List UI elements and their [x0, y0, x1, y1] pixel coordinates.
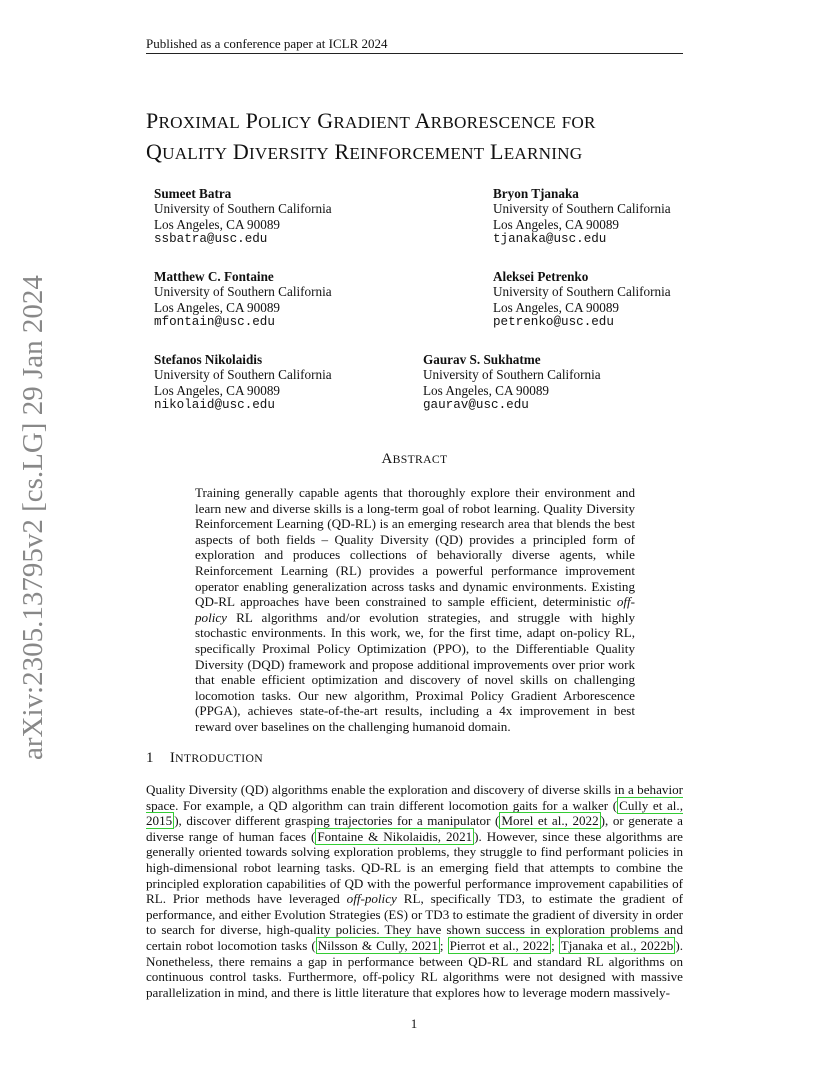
- page-number: 1: [410, 1016, 418, 1031]
- title-line-1: PROXIMAL POLICY GRADIENT ARBORESCENCE FOR: [146, 108, 596, 133]
- author-block: [154, 186, 332, 247]
- body-text-run: ;: [551, 937, 559, 953]
- abstract-part: Training generally capable agents that thoroughly explore their environment and learn new and diverse skills is a long-term goal of robot learning. Quality Diversity Reinforcement Learning (QD-RL) is an emerging research area that blends the best aspects of both fields – Quality Diversity (QD) provides a principled form of exploration and produces collections of behaviorally diverse agents, while Reinforcement Learning (RL) provides a powerful performance improvement operator enabling generalization across tasks and dynamic environments. Existing QD-RL approaches have been constrained to sample efficient, deterministic: [195, 485, 635, 610]
- author-block: [154, 269, 332, 330]
- author-name: Stefanos Nikolaidis: [154, 352, 263, 367]
- author-name: Gaurav S. Sukhatme: [423, 352, 541, 367]
- header-rule: [146, 53, 683, 54]
- author-email[interactable]: petrenko@usc.edu: [493, 314, 614, 329]
- arxiv-stamp: arXiv:2305.13795v2 [cs.LG] 29 Jan 2024: [17, 275, 49, 760]
- author-affiliation: University of Southern California: [493, 201, 671, 217]
- author-affiliation: University of Southern California: [154, 201, 332, 217]
- author-block: [493, 269, 671, 330]
- author-location: Los Angeles, CA 90089: [493, 216, 620, 232]
- author-location: Los Angeles, CA 90089: [423, 382, 550, 398]
- body-text-run: Quality Diversity (QD) algorithms enable the exploration and discovery of diverse skills in a behavior space. For example, a QD algorithm can train different locomotion gaits for a walker (: [146, 782, 683, 813]
- citation-link[interactable]: Tjanaka et al., 2022b: [560, 937, 674, 953]
- body-text-run: RL, specifically TD3, to estimate the gradient of performance, and either Evolution Strategies (ES) or TD3 to estimate the gradient of diversity in order to search for diverse, high-quality policies. They have shown success in exploration problems and certain robot locomotion tasks (: [146, 891, 683, 953]
- body-text-run: ), discover different grasping trajectories for a manipulator (: [174, 813, 500, 829]
- section-title: INTRODUCTION: [169, 750, 263, 766]
- title-line-2: QUALITY DIVERSITY REINFORCEMENT LEARNING: [146, 139, 583, 164]
- body-text-run: ;: [439, 937, 448, 953]
- section-number: 1: [146, 750, 154, 766]
- author-affiliation: University of Southern California: [154, 284, 332, 300]
- author-affiliation: University of Southern California: [423, 367, 601, 383]
- author-block: [493, 186, 671, 247]
- section-heading: [146, 750, 263, 767]
- author-email[interactable]: nikolaid@usc.edu: [154, 397, 275, 412]
- author-block: [154, 352, 332, 413]
- author-name: Bryon Tjanaka: [493, 186, 579, 201]
- citation-link[interactable]: Cully et al., 2015: [146, 797, 683, 829]
- citation-link[interactable]: Pierrot et al., 2022: [449, 937, 550, 953]
- author-location: Los Angeles, CA 90089: [154, 382, 281, 398]
- author-affiliation: University of Southern California: [154, 367, 332, 383]
- author-block: [423, 352, 601, 413]
- citation-link[interactable]: Morel et al., 2022: [501, 813, 599, 829]
- running-header: Published as a conference paper at ICLR 2024: [146, 36, 388, 51]
- author-location: Los Angeles, CA 90089: [154, 216, 281, 232]
- author-name: Sumeet Batra: [154, 186, 232, 201]
- author-email[interactable]: ssbatra@usc.edu: [154, 231, 268, 246]
- abstract-heading: ABSTRACT: [381, 451, 448, 467]
- intro-paragraph: [146, 782, 683, 1000]
- body-text-run: ), or generate a diverse range of human faces (: [146, 813, 683, 844]
- paper-title: [146, 106, 706, 168]
- citation-link[interactable]: Fontaine & Nikolaidis, 2021: [317, 828, 473, 844]
- abstract-part: RL algorithms and/or evolution strategies, and struggle with highly stochastic environments. In this work, we, for the first time, adapt on-policy RL, specifically Proximal Policy Optimization (PPO), to the Differentiable Quality Diversity (DQD) framework and propose additional improvements over prior work that enable efficient optimization and discovery of novel skills on challenging locomotion tasks. Our new algorithm, Proximal Policy Gradient Arborescence (PPGA), achieves state-of-the-art results, including a 4x improvement in best reward over baselines on the challenging humanoid domain.: [195, 609, 635, 734]
- author-name: Aleksei Petrenko: [493, 269, 589, 284]
- author-location: Los Angeles, CA 90089: [154, 299, 281, 315]
- author-affiliation: University of Southern California: [493, 284, 671, 300]
- author-email[interactable]: tjanaka@usc.edu: [493, 231, 607, 246]
- author-email[interactable]: mfontain@usc.edu: [154, 314, 275, 329]
- body-italic: off-policy: [346, 891, 397, 907]
- citation-link[interactable]: Nilsson & Cully, 2021: [317, 937, 438, 953]
- body-text-run: ). However, since these algorithms are generally oriented towards solving exploration problems, they struggle to find performant policies in high-dimensional robot learning tasks. QD-RL is an emerging field that attempts to combine the principled exploration capabilities of QD with the powerful performance improvement capabilities of RL. Prior methods have leveraged: [146, 828, 683, 907]
- author-email[interactable]: gaurav@usc.edu: [423, 397, 529, 412]
- author-location: Los Angeles, CA 90089: [493, 299, 620, 315]
- author-name: Matthew C. Fontaine: [154, 269, 274, 284]
- body-text-run: ). Nonetheless, there remains a gap in performance between QD-RL and standard RL algorithms on continuous control tasks. Furthermore, off-policy RL algorithms were not designed with massive parallelization in mind, and there is little literature that explores how to leverage modern massively-: [146, 937, 683, 1000]
- abstract-italic: off-policy: [195, 594, 635, 625]
- abstract-text: [195, 485, 635, 735]
